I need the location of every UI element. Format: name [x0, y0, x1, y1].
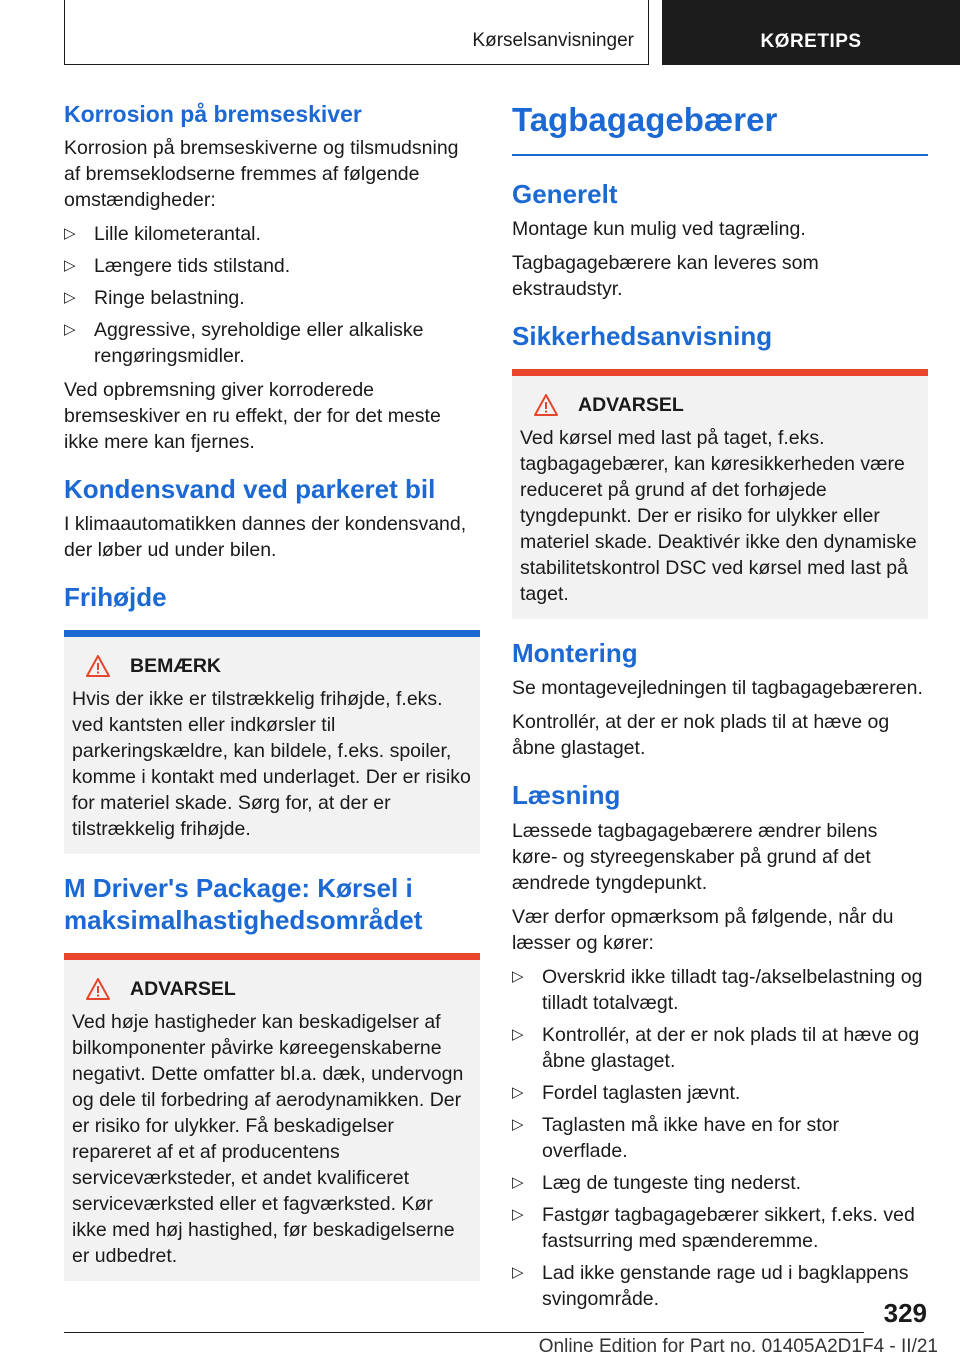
triangle-bullet-icon: ▷	[512, 1173, 524, 1191]
header-section-tab	[64, 0, 649, 65]
warning-title: ADVARSEL	[578, 393, 684, 416]
triangle-bullet-icon: ▷	[512, 1263, 524, 1281]
triangle-bullet-icon: ▷	[64, 224, 76, 242]
list-item: ▷ Lille kilometerantal.	[64, 222, 261, 245]
warning-triangle-icon	[86, 978, 110, 1000]
footer-divider	[64, 1332, 864, 1333]
triangle-bullet-icon: ▷	[64, 320, 76, 338]
mdriver-heading: M Driver's Package: Kørsel i maksimalhastighedsområdet	[64, 872, 423, 936]
left-column	[64, 100, 480, 1299]
right-column	[512, 100, 928, 1320]
loading-text-2: Vær derfor opmærksom på følgende, når du læsser og kører:	[512, 905, 894, 954]
footer-edition: Online Edition for Part no. 01405A2D1F4 - II/21	[538, 1336, 938, 1357]
warning-box	[64, 953, 480, 1281]
roof-rack-heading: Tagbagagebærer	[512, 100, 928, 156]
list-item: ▷ Aggressive, syreholdige eller alkaliske rengøringsmidler.	[64, 318, 424, 367]
corrosion-heading: Korrosion på bremseskiver	[64, 101, 362, 127]
list-item: ▷ Overskrid ikke tilladt tag-/akselbelastning og tilladt totalvægt.	[512, 965, 923, 1014]
general-heading: Generelt	[512, 178, 618, 209]
warning-triangle-icon	[534, 394, 558, 416]
list-item: ▷ Læg de tungeste ting nederst.	[512, 1171, 802, 1194]
list-item: ▷ Fordel taglasten jævnt.	[512, 1081, 741, 1104]
condensation-text: I klimaautomatikken dannes der kondensvand, der løber ud under bilen.	[64, 513, 467, 562]
loading-heading: Læsning	[512, 780, 621, 811]
page-number: 329	[883, 1298, 927, 1328]
list-item: ▷ Taglasten må ikke have en for stor overflade.	[512, 1113, 839, 1162]
list-item: ▷ Længere tids stilstand.	[64, 254, 291, 277]
corrosion-outro: Ved opbremsning giver korroderede bremseskiver en ru effekt, der for det meste ikke mere kan fjernes.	[64, 378, 441, 453]
warning-text: Ved høje hastigheder kan beskadigelser af bilkomponenter påvirke køreegenskaberne negativt. Dette omfatter bl.a. dæk, undervogn og dele til forbedring af aerodynamikken. Der er risiko for ulykker. Få beskadigelser repareret af et af producentens serviceværksteder, et andet kvalificeret serviceværksted eller et fagværksted. Kør ikke med høj hastighed, før beskadigelserne er udbedret.	[72, 1010, 464, 1267]
condensation-heading: Kondensvand ved parkeret bil	[64, 473, 436, 504]
triangle-bullet-icon: ▷	[512, 1115, 524, 1133]
triangle-bullet-icon: ▷	[512, 1083, 524, 1101]
list-item: ▷ Fastgør tagbagagebærer sikkert, f.eks. ved fastsurring med spænderemme.	[512, 1203, 915, 1252]
loading-list	[512, 964, 928, 1312]
header-chapter-tab	[662, 0, 960, 65]
notice-title: BEMÆRK	[130, 654, 221, 677]
warning-text: Ved kørsel med last på taget, f.eks. tagbagagebærer, kan køresikkerheden være reduceret på grund af det forhøjede tyngdepunkt. Der er risiko for ulykker eller materiel skade. Deaktivér ikke den dynamiske stabilitetskontrol DSC ved kørsel med last på taget.	[520, 426, 917, 605]
mounting-text-1: Se montagevejledningen til tagbagagebæreren.	[512, 677, 923, 700]
general-text-1: Montage kun mulig ved tagræling.	[512, 218, 806, 241]
general-text-2: Tagbagagebærere kan leveres som ekstraudstyr.	[512, 252, 819, 301]
header-section-label: Kørselsanvisninger	[472, 30, 634, 51]
triangle-bullet-icon: ▷	[512, 1025, 524, 1043]
list-item: ▷ Kontrollér, at der er nok plads til at hæve og åbne glastaget.	[512, 1023, 920, 1072]
list-item: ▷ Lad ikke genstande rage ud i bagklappens svingområde.	[512, 1261, 909, 1310]
mounting-heading: Montering	[512, 637, 638, 668]
warning-title: ADVARSEL	[130, 977, 236, 1000]
loading-text-1: Læssede tagbagagebærere ændrer bilens køre- og styreegenskaber på grund af det ændrede tyngdepunkt.	[512, 819, 878, 894]
notice-box	[64, 630, 480, 854]
warning-triangle-icon	[86, 655, 110, 677]
safety-heading: Sikkerhedsanvisning	[512, 321, 773, 352]
corrosion-intro: Korrosion på bremseskiverne og tilsmudsning af bremseklodserne fremmes af følgende omstændigheder:	[64, 136, 459, 211]
mounting-text-2: Kontrollér, at der er nok plads til at hæve og åbne glastaget.	[512, 711, 890, 760]
notice-text: Hvis der ikke er tilstrækkelig frihøjde, f.eks. ved kantsten eller indkørsler til parkeringskældre, kan bildele, f.eks. spoiler, komme i kontakt med underlaget. Der er risiko for materiel skade. Sørg for, at der er tilstrækkelig frihøjde.	[72, 687, 471, 840]
triangle-bullet-icon: ▷	[512, 967, 524, 985]
triangle-bullet-icon: ▷	[64, 256, 76, 274]
triangle-bullet-icon: ▷	[64, 288, 76, 306]
corrosion-list	[64, 221, 480, 369]
header-chapter-label: KØRETIPS	[760, 31, 862, 52]
warning-box	[512, 369, 928, 619]
list-item: ▷ Ringe belastning.	[64, 286, 245, 309]
clearance-heading: Frihøjde	[64, 582, 167, 613]
triangle-bullet-icon: ▷	[512, 1205, 524, 1223]
